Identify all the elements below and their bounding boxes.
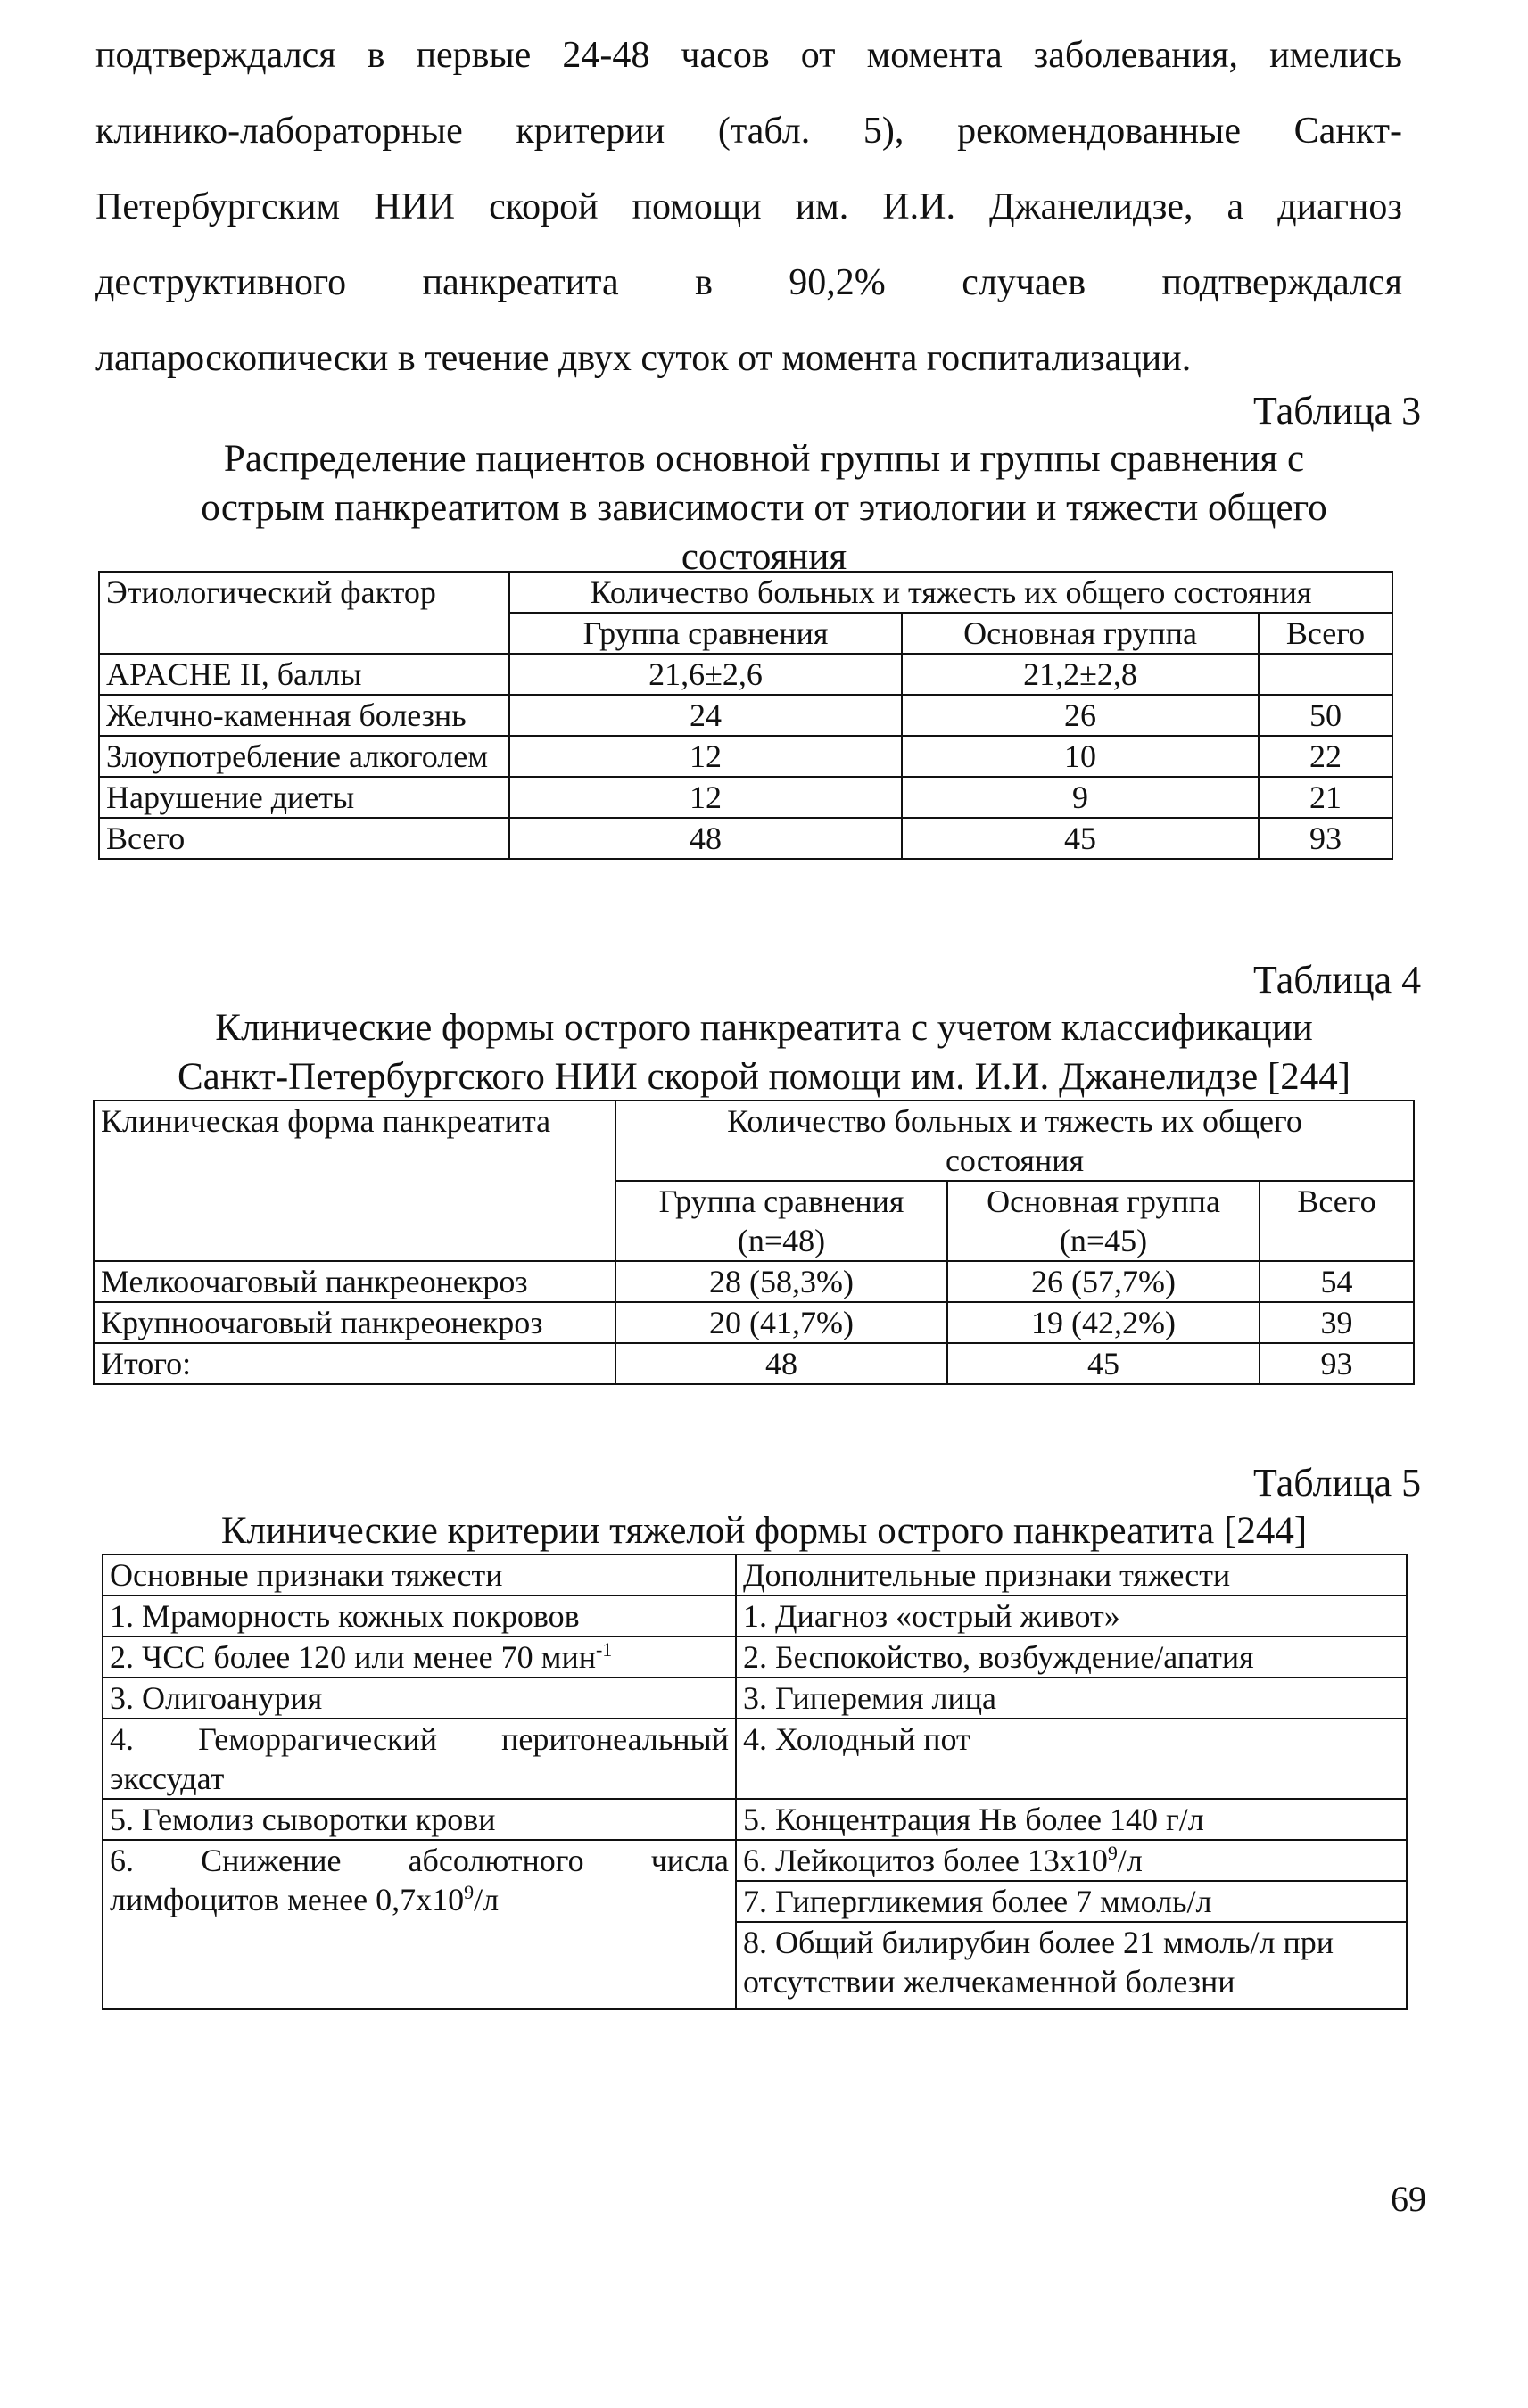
cell-main: 21,2±2,8	[902, 654, 1259, 695]
table4-header-total: Всего	[1260, 1181, 1414, 1261]
table5-title-line: Клинические критерии тяжелой формы острого панкреатита [244]	[220, 1510, 1308, 1552]
table3-number: Таблица 3	[1253, 389, 1422, 433]
main-sign-text: лимфоцитов менее 0,7х10	[110, 1882, 465, 1917]
table5-title	[0, 1506, 1528, 1555]
extra-sign: 7. Гипергликемия более 7 ммоль/л	[736, 1881, 1407, 1922]
main-sign: 5. Гемолиз сыворотки крови	[103, 1799, 736, 1840]
cell-main: 45	[947, 1343, 1260, 1384]
table4-header-comparison: Группа сравнения (n=48)	[615, 1181, 947, 1261]
cell-total: 93	[1259, 818, 1392, 859]
extra-sign-text: /л	[1117, 1843, 1143, 1878]
page-number: 69	[1391, 2179, 1426, 2219]
cell-comparison: 21,6±2,6	[509, 654, 902, 695]
table-row	[103, 1678, 1407, 1719]
table4-title-line: Санкт-Петербургского НИИ скорой помощи им. И.И. Джанелидзе [244]	[177, 1056, 1351, 1098]
intro-line: Петербургским НИИ скорой помощи им. И.И. Джанелидзе, а диагноз	[95, 186, 1402, 227]
table3-header-group: Количество больных и тяжесть их общего состояния	[509, 572, 1392, 613]
extra-sign: 3. Гиперемия лица	[736, 1678, 1407, 1719]
cell-comparison: 12	[509, 736, 902, 777]
intro-line: лапароскопически в течение двух суток от момента госпитализации.	[95, 338, 1192, 379]
cell-comparison: 48	[509, 818, 902, 859]
table-row	[99, 695, 1392, 736]
main-sign: 1. Мраморность кожных покровов	[103, 1596, 736, 1637]
table3-title-line: Распределение пациентов основной группы и группы сравнения с	[223, 438, 1305, 480]
extra-sign-text: 6. Лейкоцитоз более 13х10	[743, 1843, 1108, 1878]
table-row	[99, 818, 1392, 859]
main-sign	[103, 1840, 736, 2009]
table-row	[103, 1799, 1407, 1840]
table4-header-main: Основная группа (n=45)	[947, 1181, 1260, 1261]
main-sign-text: 6. Снижение абсолютного числа	[110, 1843, 729, 1878]
table3-title-line: состояния	[681, 536, 847, 578]
main-sign	[103, 1637, 736, 1678]
cell-main: 19 (42,2%)	[947, 1302, 1260, 1343]
superscript: -1	[595, 1638, 613, 1661]
extra-sign: 5. Концентрация Нв более 140 г/л	[736, 1799, 1407, 1840]
main-sign-text: 2. ЧСС более 120 или менее 70 мин	[110, 1639, 596, 1675]
table5	[102, 1554, 1408, 2010]
table3-header-main: Основная группа	[902, 613, 1259, 654]
extra-sign: 4. Холодный пот	[736, 1719, 1407, 1799]
cell-total: 22	[1259, 736, 1392, 777]
table-row	[94, 1261, 1414, 1302]
cell-main: 10	[902, 736, 1259, 777]
row-label: APACHE II, баллы	[99, 654, 509, 695]
table-row	[99, 736, 1392, 777]
superscript: 9	[464, 1881, 475, 1903]
table3-title	[0, 434, 1528, 581]
table4	[93, 1100, 1415, 1385]
cell-comparison: 48	[615, 1343, 947, 1384]
intro-paragraph	[95, 18, 1402, 397]
table5-number: Таблица 5	[1253, 1461, 1422, 1505]
main-sign: 4. Геморрагический перитонеальный экссудат	[103, 1719, 736, 1799]
table-row	[103, 1840, 1407, 1881]
table3-title-line: острым панкреатитом в зависимости от этиологии и тяжести общего	[201, 487, 1327, 529]
row-label: Итого:	[94, 1343, 615, 1384]
extra-sign: 1. Диагноз «острый живот»	[736, 1596, 1407, 1637]
extra-sign: 8. Общий билирубин более 21 ммоль/л при отсутствии желчекаменной болезни	[736, 1922, 1407, 2009]
table-row	[94, 1302, 1414, 1343]
extra-sign	[736, 1840, 1407, 1881]
cell-comparison: 20 (41,7%)	[615, 1302, 947, 1343]
cell-total: 50	[1259, 695, 1392, 736]
intro-line: деструктивного панкреатита в 90,2% случаев подтверждался	[95, 262, 1402, 303]
row-label: Желчно-каменная болезнь	[99, 695, 509, 736]
table3-header-total: Всего	[1259, 613, 1392, 654]
table-row	[94, 1343, 1414, 1384]
main-sign: 3. Олигоанурия	[103, 1678, 736, 1719]
row-label: Нарушение диеты	[99, 777, 509, 818]
cell-total: 39	[1260, 1302, 1414, 1343]
main-sign-text: /л	[474, 1882, 500, 1917]
table4-header-form: Клиническая форма панкреатита	[94, 1101, 615, 1261]
cell-comparison: 28 (58,3%)	[615, 1261, 947, 1302]
table4-number: Таблица 4	[1253, 958, 1422, 1002]
table3-header-factor: Этиологический фактор	[99, 572, 509, 654]
cell-comparison: 12	[509, 777, 902, 818]
extra-sign: 2. Беспокойство, возбуждение/апатия	[736, 1637, 1407, 1678]
cell-total	[1259, 654, 1392, 695]
cell-total: 21	[1259, 777, 1392, 818]
table4-title	[0, 1003, 1528, 1101]
table3-header-comparison: Группа сравнения	[509, 613, 902, 654]
table-row	[99, 654, 1392, 695]
table3	[98, 571, 1393, 860]
table4-title-line: Клинические формы острого панкреатита с учетом классификации	[215, 1007, 1313, 1049]
row-label: Крупноочаговый панкреонекроз	[94, 1302, 615, 1343]
table5-header-main: Основные признаки тяжести	[103, 1554, 736, 1596]
cell-total: 54	[1260, 1261, 1414, 1302]
table-row	[103, 1637, 1407, 1678]
cell-total: 93	[1260, 1343, 1414, 1384]
cell-main: 45	[902, 818, 1259, 859]
superscript: 9	[1107, 1842, 1118, 1864]
cell-main: 9	[902, 777, 1259, 818]
row-label: Всего	[99, 818, 509, 859]
cell-main: 26 (57,7%)	[947, 1261, 1260, 1302]
table4-header-group: Количество больных и тяжесть их общего состояния	[615, 1101, 1414, 1181]
intro-line: клинико-лабораторные критерии (табл. 5), рекомендованные Санкт-	[95, 111, 1402, 152]
table-row	[99, 777, 1392, 818]
row-label: Мелкоочаговый панкреонекроз	[94, 1261, 615, 1302]
cell-main: 26	[902, 695, 1259, 736]
intro-line: подтверждался в первые 24-48 часов от момента заболевания, имелись	[95, 35, 1402, 76]
table5-header-extra: Дополнительные признаки тяжести	[736, 1554, 1407, 1596]
table-row	[103, 1596, 1407, 1637]
cell-comparison: 24	[509, 695, 902, 736]
table-row	[103, 1719, 1407, 1799]
row-label: Злоупотребление алкоголем	[99, 736, 509, 777]
